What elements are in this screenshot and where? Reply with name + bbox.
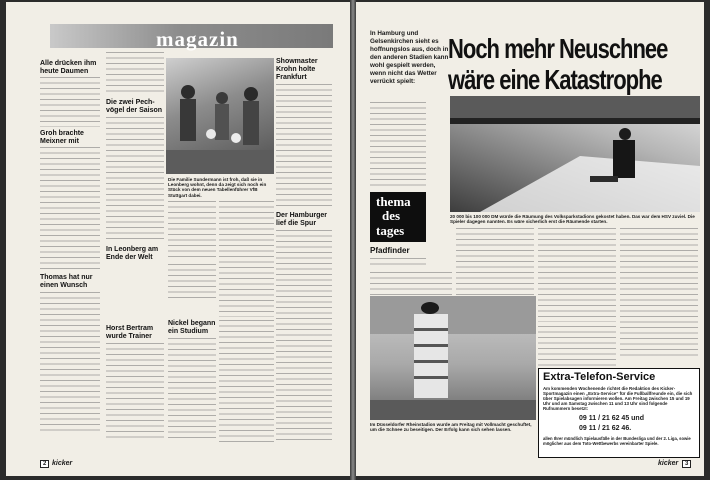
top-photo-caption: 20 000 bis 100 000 DM würde die Räumung des Volksparkstadions gekostet haben. Das war dem HSV zuviel. Die Spieler dagegen nannten. Es wäre sicherlich erst die Räumende starten. bbox=[450, 214, 695, 225]
service-phone-2: 09 11 / 21 62 46. bbox=[579, 425, 632, 432]
text-block bbox=[168, 201, 216, 261]
text-block bbox=[168, 338, 216, 442]
thema-word-1: thema bbox=[376, 194, 411, 209]
family-photo-caption: Die Familie Sundermann ist froh, daß sie in Leonberg wohnt, denn da zeigt sich noch ein Stück von dem neuen Tabellenführer VfB Stuttgart dabei. bbox=[168, 177, 267, 198]
headline-leonberg: In Leonberg am Ende der Welt bbox=[106, 246, 159, 261]
thema-des-tages-box bbox=[370, 192, 426, 242]
text-block bbox=[370, 102, 426, 190]
text-block bbox=[106, 343, 164, 441]
stadium-figure-icon bbox=[450, 96, 700, 212]
family-photo bbox=[166, 58, 274, 174]
right-page-number: 3 bbox=[682, 460, 691, 468]
text-block bbox=[40, 147, 100, 271]
right-page bbox=[356, 2, 704, 476]
bottom-photo-caption: Im Düsseldorfer Rheinstadion wurde am Freitag mit Vollmacht geschuftet, um die Schnee zu beseitigen. Der Erfolg kann sich sehen lassen. bbox=[370, 422, 532, 433]
service-phone-1: 09 11 / 21 62 45 und bbox=[579, 415, 644, 422]
sub-label-pfadfinder: Pfadfinder bbox=[370, 246, 410, 255]
text-block bbox=[40, 77, 100, 127]
family-figures-icon bbox=[166, 58, 274, 174]
text-block bbox=[219, 320, 274, 442]
text-block bbox=[106, 52, 164, 96]
thema-word-3: tages bbox=[376, 223, 405, 238]
left-page bbox=[6, 2, 350, 476]
service-box-body: Am kommenden Wochenende richtet die Redaktion des Kicker-Sportmagazin einen „Extra-Service“ für die Fußballfreunde ein, die sich über Spielabsagen informieren wollen. Am Freitag zwischen 15 und 19 Uhr und am Samstag zwischen 11 und 13 Uhr sind folgende Rufnummern besetzt: bbox=[543, 386, 693, 411]
headline-line-2: wäre eine Katastrophe bbox=[448, 63, 662, 95]
text-block bbox=[538, 326, 616, 366]
headline-alle-druecken: Alle drücken ihm heute Daumen bbox=[40, 60, 97, 75]
headline-showmaster: Showmaster Krohn holte Frankfurt bbox=[276, 58, 318, 81]
snow-figure-icon bbox=[370, 296, 536, 420]
headline-groh: Groh brachte Meixner mit bbox=[40, 130, 84, 145]
left-page-brand: kicker bbox=[52, 460, 73, 467]
text-block bbox=[538, 228, 616, 322]
headline-thomas: Thomas hat nur einen Wunsch bbox=[40, 274, 93, 289]
headline-spur: Der Hamburger lief die Spur bbox=[276, 212, 327, 227]
service-box-footer: allen Ihrer mündlich Spielausfälle in der Bundesliga und der 2. Liga, sowie möglicher aus dem Toto-Wettbewerbs vereinbarter Spiele. bbox=[543, 436, 691, 446]
stadium-snow-photo bbox=[450, 96, 700, 212]
text-block bbox=[219, 201, 274, 317]
service-box-title: Extra-Telefon-Service bbox=[543, 371, 656, 383]
text-block bbox=[40, 292, 100, 434]
text-block bbox=[370, 258, 426, 268]
thema-word-2: des bbox=[382, 208, 401, 223]
section-banner-label: magazin bbox=[156, 27, 239, 51]
headline-line-1: Noch mehr Neuschnee bbox=[448, 32, 668, 64]
text-block bbox=[106, 117, 164, 243]
telefon-service-box bbox=[538, 368, 700, 458]
headline-pechvoegel: Die zwei Pech-vögel der Saison bbox=[106, 99, 163, 114]
right-page-brand: kicker bbox=[658, 460, 679, 467]
headline-bertram: Horst Bertram wurde Trainer bbox=[106, 325, 154, 340]
headline-nickel: Nickel begann ein Studium bbox=[168, 320, 216, 335]
intro-text: In Hamburg und Gelsenkirchen sieht es hoffnungslos aus, doch in den anderen Stadien kann wohl gespielt werden, wenn nicht das Wetter verrückt spielt: bbox=[370, 30, 449, 85]
left-page-number: 2 bbox=[40, 460, 49, 468]
text-block bbox=[276, 230, 332, 442]
text-block bbox=[620, 228, 698, 358]
text-block bbox=[276, 84, 332, 208]
rheinstadion-photo bbox=[370, 296, 536, 420]
text-block bbox=[168, 264, 216, 302]
